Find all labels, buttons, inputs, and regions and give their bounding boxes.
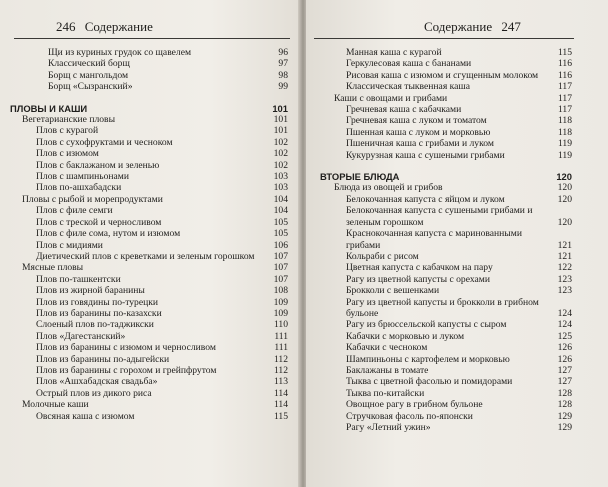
toc-entry xyxy=(10,411,288,422)
toc-entry xyxy=(10,354,288,365)
toc-entry-title: Тыква с цветной фасолью и помидорами xyxy=(346,376,513,388)
toc-entry-page-number: 109 xyxy=(273,307,288,319)
right-toc-list xyxy=(308,47,572,433)
right-page-header xyxy=(424,18,527,36)
toc-entry xyxy=(308,104,572,115)
toc-entry-page-number: 111 xyxy=(274,342,288,354)
toc-entry xyxy=(10,399,288,410)
toc-entry xyxy=(10,308,288,319)
left-page-running-title: Содержание xyxy=(84,19,153,34)
toc-entry-title: Рагу «Летний ужин» xyxy=(346,422,431,433)
toc-entry xyxy=(308,342,572,353)
toc-entry xyxy=(10,262,288,273)
toc-entry-title: Плов из баранины по-адыгейски xyxy=(36,353,170,365)
toc-entry xyxy=(10,125,288,136)
toc-entry-title: Плов с изюмом xyxy=(36,148,99,160)
toc-entry-page-number: 118 xyxy=(557,115,572,127)
toc-entry-title: Плов из баранины с горохом и грейпфрутом xyxy=(36,364,217,376)
toc-entry-title: Геркулесовая каша с бананами xyxy=(346,58,472,70)
toc-section-heading xyxy=(10,103,288,114)
toc-entry-page-number: 121 xyxy=(557,239,572,251)
toc-entry xyxy=(10,160,288,171)
toc-entry-page-number: 105 xyxy=(273,216,288,228)
toc-entry-page-number: 112 xyxy=(273,364,288,376)
toc-entry-page-number: 116 xyxy=(557,69,572,81)
toc-entry xyxy=(10,319,288,330)
toc-entry xyxy=(10,205,288,216)
toc-entry xyxy=(10,285,288,296)
toc-entry-title: ВТОРЫЕ БЛЮДА xyxy=(320,171,400,183)
toc-entry xyxy=(308,285,572,296)
toc-entry-page-number: 101 xyxy=(273,125,288,137)
toc-entry-page-number: 117 xyxy=(557,104,572,116)
toc-entry-page-number: 103 xyxy=(273,171,288,183)
toc-entry xyxy=(10,376,288,387)
toc-entry-title: Кольраби с рисом xyxy=(346,250,419,262)
toc-entry xyxy=(308,422,572,433)
toc-entry xyxy=(308,297,572,320)
toc-entry xyxy=(10,388,288,399)
toc-entry-page-number: 105 xyxy=(273,228,288,240)
toc-entry-title: Баклажаны в томате xyxy=(346,364,429,376)
toc-entry-page-number: 126 xyxy=(557,353,572,365)
toc-entry-page-number: 101 xyxy=(272,102,288,114)
toc-entry-title: Плов с курагой xyxy=(36,125,99,137)
toc-entry-page-number: 107 xyxy=(273,273,288,285)
right-page xyxy=(306,0,608,487)
toc-entry xyxy=(308,58,572,69)
toc-entry-title: Пшеничная каша с грибами и луком xyxy=(346,138,494,150)
toc-entry-page-number: 107 xyxy=(273,262,288,274)
toc-entry xyxy=(10,274,288,285)
toc-entry-page-number: 102 xyxy=(273,148,288,160)
toc-entry-title: Плов из баранины с изюмом и черносливом xyxy=(36,342,216,354)
toc-entry-title: Плов с шампиньонами xyxy=(36,171,129,183)
toc-entry xyxy=(308,150,572,161)
toc-entry xyxy=(308,194,572,205)
toc-entry-page-number: 114 xyxy=(273,399,288,411)
toc-entry-page-number: 119 xyxy=(557,138,572,150)
toc-entry xyxy=(308,138,572,149)
toc-entry xyxy=(308,81,572,92)
toc-entry-title: Кабачки с чесноком xyxy=(346,342,428,354)
toc-entry xyxy=(308,228,572,251)
toc-entry xyxy=(308,274,572,285)
toc-entry-title: Плов по-ташкентски xyxy=(36,273,121,285)
toc-entry-page-number: 108 xyxy=(273,285,288,297)
toc-entry-page-number: 120 xyxy=(557,182,572,194)
toc-entry-title: Блюда из овощей и грибов xyxy=(334,182,443,194)
toc-entry-title: Плов с баклажаном и зеленью xyxy=(36,159,160,171)
toc-entry-title: Вегетарианские пловы xyxy=(22,114,116,126)
toc-entry-title: Овсяная каша с изюмом xyxy=(36,410,135,422)
toc-entry-title: Шампиньоны с картофелем и морковью xyxy=(346,353,510,365)
toc-entry-page-number: 99 xyxy=(278,81,288,93)
toc-entry-title: Плов «Ашхабадская свадьба» xyxy=(36,376,158,388)
toc-entry xyxy=(10,297,288,308)
toc-entry xyxy=(10,365,288,376)
toc-entry xyxy=(308,205,572,228)
right-page-number: 247 xyxy=(501,19,521,34)
toc-entry-page-number: 106 xyxy=(273,239,288,251)
toc-entry xyxy=(308,93,572,104)
toc-entry-title: Овощное рагу в грибном бульоне xyxy=(346,399,483,411)
toc-entry xyxy=(10,342,288,353)
toc-entry-page-number: 121 xyxy=(557,250,572,262)
toc-entry-page-number: 116 xyxy=(557,58,572,70)
left-header-rule xyxy=(14,38,290,39)
toc-entry xyxy=(308,127,572,138)
toc-entry-title: Каши с овощами и грибами xyxy=(334,92,448,104)
toc-entry xyxy=(10,148,288,159)
right-page-running-title: Содержание xyxy=(424,19,493,34)
toc-entry xyxy=(308,251,572,262)
toc-entry-title: Плов с мидиями xyxy=(36,239,103,251)
toc-entry xyxy=(10,171,288,182)
toc-entry-page-number: 127 xyxy=(557,376,572,388)
right-header-rule xyxy=(314,38,574,39)
toc-entry-title: Манная каша с курагой xyxy=(346,47,442,58)
toc-entry xyxy=(308,319,572,330)
toc-entry-page-number: 122 xyxy=(557,262,572,274)
toc-entry-title: Плов «Дагестанский» xyxy=(36,330,126,342)
toc-entry-page-number: 107 xyxy=(273,250,288,262)
toc-entry-page-number: 112 xyxy=(273,353,288,365)
toc-entry-page-number: 120 xyxy=(557,193,572,205)
toc-entry xyxy=(308,47,572,58)
left-page-header xyxy=(50,18,153,36)
toc-entry-page-number: 117 xyxy=(557,92,572,104)
toc-entry xyxy=(10,81,288,92)
toc-entry-title: Рагу из цветной капусты с орехами xyxy=(346,273,490,285)
toc-section-heading xyxy=(308,171,572,182)
toc-entry-page-number: 117 xyxy=(557,81,572,93)
toc-entry-title: Классический борщ xyxy=(48,58,130,70)
toc-entry-title: Плов с сухофруктами и чесноком xyxy=(36,136,173,148)
toc-entry-page-number: 97 xyxy=(278,58,288,70)
toc-entry-page-number: 125 xyxy=(557,330,572,342)
toc-entry-page-number: 127 xyxy=(557,364,572,376)
toc-entry xyxy=(308,376,572,387)
toc-entry-title: Плов с филе сома, нутом и изюмом xyxy=(36,228,181,240)
toc-entry-title: Диетический плов с креветками и зеленым горошком xyxy=(36,250,255,262)
toc-entry-title: Краснокочанная капуста с маринованными грибами xyxy=(346,228,522,251)
toc-entry-page-number: 102 xyxy=(273,159,288,171)
toc-entry-title: Рисовая каша с изюмом и сгущенным молоком xyxy=(346,69,539,81)
toc-entry xyxy=(10,228,288,239)
toc-entry-page-number: 114 xyxy=(273,387,288,399)
toc-entry-page-number: 123 xyxy=(557,285,572,297)
toc-entry xyxy=(10,58,288,69)
toc-entry-title: Белокочанная капуста с яйцом и луком xyxy=(346,193,505,205)
left-toc-list xyxy=(10,47,288,422)
toc-entry-title: Слоеный плов по-таджикски xyxy=(36,319,154,331)
toc-entry-title: Цветная капуста с кабачком на пару xyxy=(346,262,493,274)
toc-entry xyxy=(308,365,572,376)
toc-entry-page-number: 104 xyxy=(273,205,288,217)
toc-entry xyxy=(10,137,288,148)
toc-entry-page-number: 119 xyxy=(557,149,572,161)
toc-entry-title: Кукурузная каша с сушеными грибами xyxy=(346,149,505,161)
toc-entry xyxy=(10,114,288,125)
toc-entry-page-number: 124 xyxy=(557,319,572,331)
toc-entry-title: Брокколи с вешенками xyxy=(346,285,440,297)
toc-entry xyxy=(308,70,572,81)
toc-entry-title: Рагу из цветной капусты и брокколи в грибном бульоне xyxy=(346,296,539,319)
toc-entry-page-number: 124 xyxy=(557,307,572,319)
toc-entry xyxy=(10,217,288,228)
toc-entry-page-number: 120 xyxy=(557,216,572,228)
toc-entry-page-number: 101 xyxy=(273,114,288,126)
left-page-number: 246 xyxy=(56,19,76,34)
toc-entry-title: Плов с филе семги xyxy=(36,205,113,217)
toc-entry xyxy=(10,331,288,342)
toc-entry-page-number: 129 xyxy=(557,422,572,433)
toc-entry xyxy=(308,262,572,273)
toc-entry-page-number: 111 xyxy=(274,330,288,342)
toc-entry-page-number: 126 xyxy=(557,342,572,354)
toc-entry xyxy=(10,251,288,262)
toc-entry xyxy=(308,399,572,410)
toc-entry-title: Борщ с мангольдом xyxy=(48,69,129,81)
toc-entry-title: Пловы с рыбой и морепродуктами xyxy=(22,193,163,205)
toc-entry-title: Острый плов из дикого риса xyxy=(36,387,152,399)
toc-entry-page-number: 102 xyxy=(273,136,288,148)
toc-entry-title: Гречневая каша с кабачками xyxy=(346,104,462,116)
toc-entry-page-number: 103 xyxy=(273,182,288,194)
toc-entry-page-number: 115 xyxy=(557,47,572,58)
toc-entry xyxy=(10,70,288,81)
toc-entry xyxy=(308,182,572,193)
toc-entry xyxy=(308,331,572,342)
toc-entry xyxy=(308,388,572,399)
toc-entry-page-number: 123 xyxy=(557,273,572,285)
toc-entry-page-number: 104 xyxy=(273,193,288,205)
toc-entry-title: Классическая тыквенная каша xyxy=(346,81,471,93)
toc-entry-title: Кабачки с морковью и луком xyxy=(346,330,465,342)
toc-entry-page-number: 110 xyxy=(273,319,288,331)
toc-entry-title: Стручковая фасоль по-японски xyxy=(346,410,473,422)
toc-entry-page-number: 128 xyxy=(557,387,572,399)
toc-entry xyxy=(308,354,572,365)
toc-entry-title: Щи из куриных грудок со щавелем xyxy=(48,47,192,58)
toc-entry-page-number: 115 xyxy=(273,410,288,422)
toc-entry-title: ПЛОВЫ И КАШИ xyxy=(10,102,88,114)
toc-entry-page-number: 96 xyxy=(278,47,288,58)
toc-entry-title: Мясные пловы xyxy=(22,262,84,274)
toc-entry-title: Гречневая каша с луком и томатом xyxy=(346,115,487,127)
toc-entry-page-number: 109 xyxy=(273,296,288,308)
toc-entry xyxy=(308,115,572,126)
toc-entry-page-number: 128 xyxy=(557,399,572,411)
toc-entry-title: Молочные каши xyxy=(22,399,89,411)
toc-entry-title: Плов с треской и черносливом xyxy=(36,216,162,228)
toc-entry-title: Плов из жирной баранины xyxy=(36,285,145,297)
toc-entry xyxy=(10,240,288,251)
toc-entry-page-number: 129 xyxy=(557,410,572,422)
toc-entry-title: Пшенная каша с луком и морковью xyxy=(346,126,491,138)
toc-entry-page-number: 113 xyxy=(273,376,288,388)
toc-entry-title: Белокочанная капуста с сушеными грибами и зеленым горошком xyxy=(346,205,533,228)
toc-entry-title: Борщ «Сызранский» xyxy=(48,81,133,93)
toc-entry xyxy=(10,47,288,58)
toc-entry-title: Плов из говядины по-турецки xyxy=(36,296,159,308)
toc-entry-title: Тыква по-китайски xyxy=(346,387,425,399)
left-page xyxy=(0,0,300,487)
toc-entry xyxy=(10,182,288,193)
toc-entry-title: Рагу из брюссельской капусты с сыром xyxy=(346,319,507,331)
toc-entry-title: Плов из баранины по-казахски xyxy=(36,307,162,319)
toc-entry-page-number: 118 xyxy=(557,126,572,138)
toc-entry xyxy=(308,411,572,422)
toc-entry-page-number: 98 xyxy=(278,69,288,81)
toc-entry xyxy=(10,194,288,205)
toc-entry-page-number: 120 xyxy=(556,171,572,183)
toc-entry-title: Плов по-ашхабадски xyxy=(36,182,122,194)
